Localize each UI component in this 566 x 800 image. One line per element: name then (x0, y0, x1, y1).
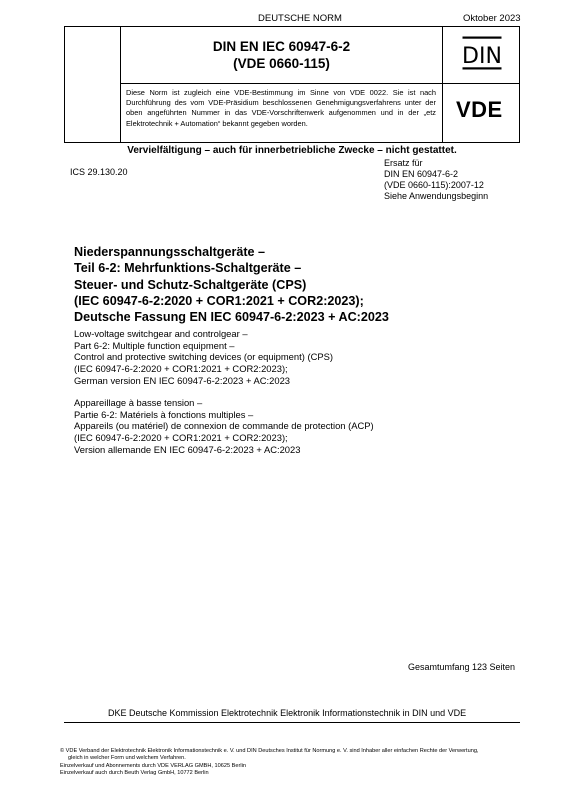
total-pages: Gesamtumfang 123 Seiten (408, 662, 516, 672)
standard-number: DIN EN IEC 60947-6-2 (212, 39, 351, 54)
replacement-line: DIN EN 60947-6-2 (384, 169, 459, 179)
title-french-line: Appareils (ou matériel) de connexion de commande de protection (ACP) (74, 420, 374, 432)
din-logo (462, 36, 502, 75)
frame-divider-horizontal (120, 83, 520, 84)
title-english-line: Low-voltage switchgear and controlgear – (74, 328, 248, 339)
vde-logo: VDE (456, 97, 503, 122)
title-english (74, 328, 514, 387)
dke-committee: DKE Deutsche Kommission Elektrotechnik Elektronik Informationstechnik in DIN und VDE (108, 708, 467, 718)
replacement-line: Siehe Anwendungsbeginn (384, 191, 489, 201)
norm-type-label: DEUTSCHE NORM (258, 13, 342, 24)
din-logo-text: DIN (462, 44, 502, 69)
frame-divider-right (442, 26, 443, 143)
title-french-line: Version allemande EN IEC 60947-6-2:2023 + AC:2023 (74, 443, 301, 455)
title-english-line: German version EN IEC 60947-6-2:2023 + AC:2023 (74, 374, 291, 386)
replacement-line: Ersatz für (384, 158, 423, 168)
title-french-line: (IEC 60947-6-2:2020 + COR1:2021 + COR2:2023); (74, 432, 288, 444)
title-german-line: Steuer- und Schutz-Schaltgeräte (CPS) (74, 277, 307, 292)
copyright-line: © VDE Verband der Elektrotechnik Elektronik Informationstechnik e. V. und DIN Deutsches Institut für Normung e. V. sind Inhaber aller einfachen Rechte der Verwertung, (60, 748, 479, 754)
copyright-notice (60, 748, 540, 777)
title-german-line: (IEC 60947-6-2:2020 + COR1:2021 + COR2:2023); (74, 293, 364, 308)
title-english-line: (IEC 60947-6-2:2020 + COR1:2021 + COR2:2023); (74, 363, 288, 375)
title-french-line: Appareillage à basse tension – (74, 397, 203, 408)
footer-rule (64, 722, 520, 723)
copyright-line: Einzelverkauf und Abonnements durch VDE VERLAG GMBH, 10625 Berlin (60, 762, 246, 769)
title-german (74, 244, 514, 325)
title-english-line: Control and protective switching devices (or equipment) (CPS) (74, 351, 333, 363)
copyright-line: gleich in welcher Form und welchem Verfahren. (68, 755, 186, 762)
title-german-line: Teil 6-2: Mehrfunktions-Schaltgeräte – (74, 261, 302, 276)
replacement-line: (VDE 0660-115):2007-12 (384, 180, 484, 190)
title-german-line: Deutsche Fassung EN IEC 60947-6-2:2023 + AC:2023 (74, 310, 389, 325)
publication-date: Oktober 2023 (463, 13, 521, 24)
title-german-line: Niederspannungsschaltgeräte – (74, 245, 266, 259)
title-french-line: Partie 6-2: Matériels à fonctions multiples – (74, 408, 254, 420)
title-english-line: Part 6-2: Multiple function equipment – (74, 339, 235, 351)
copyright-line: Einzelverkauf auch durch Beuth Verlag GmbH, 10772 Berlin (60, 769, 209, 776)
vde-classification: (VDE 0660-115) (233, 56, 330, 71)
vde-notice-text: Diese Norm ist zugleich eine VDE-Bestimmung im Sinne von VDE 0022. Sie ist nach Durchführung des vom VDE-Präsidium beschlossenen Genehmigungsverfahrens unter der oben angeführten Nummer in das VDE-Vorschriftenwerk aufgenommen und in der „etz Elektrotechnik + Automation“ bekannt gegeben worden. (126, 88, 436, 128)
replacement-info (384, 158, 488, 202)
title-french (74, 397, 514, 456)
ics-code: ICS 29.130.20 (70, 167, 128, 177)
reproduction-notice: Vervielfältigung – auch für innerbetriebliche Zwecke – nicht gestattet. (127, 145, 457, 156)
